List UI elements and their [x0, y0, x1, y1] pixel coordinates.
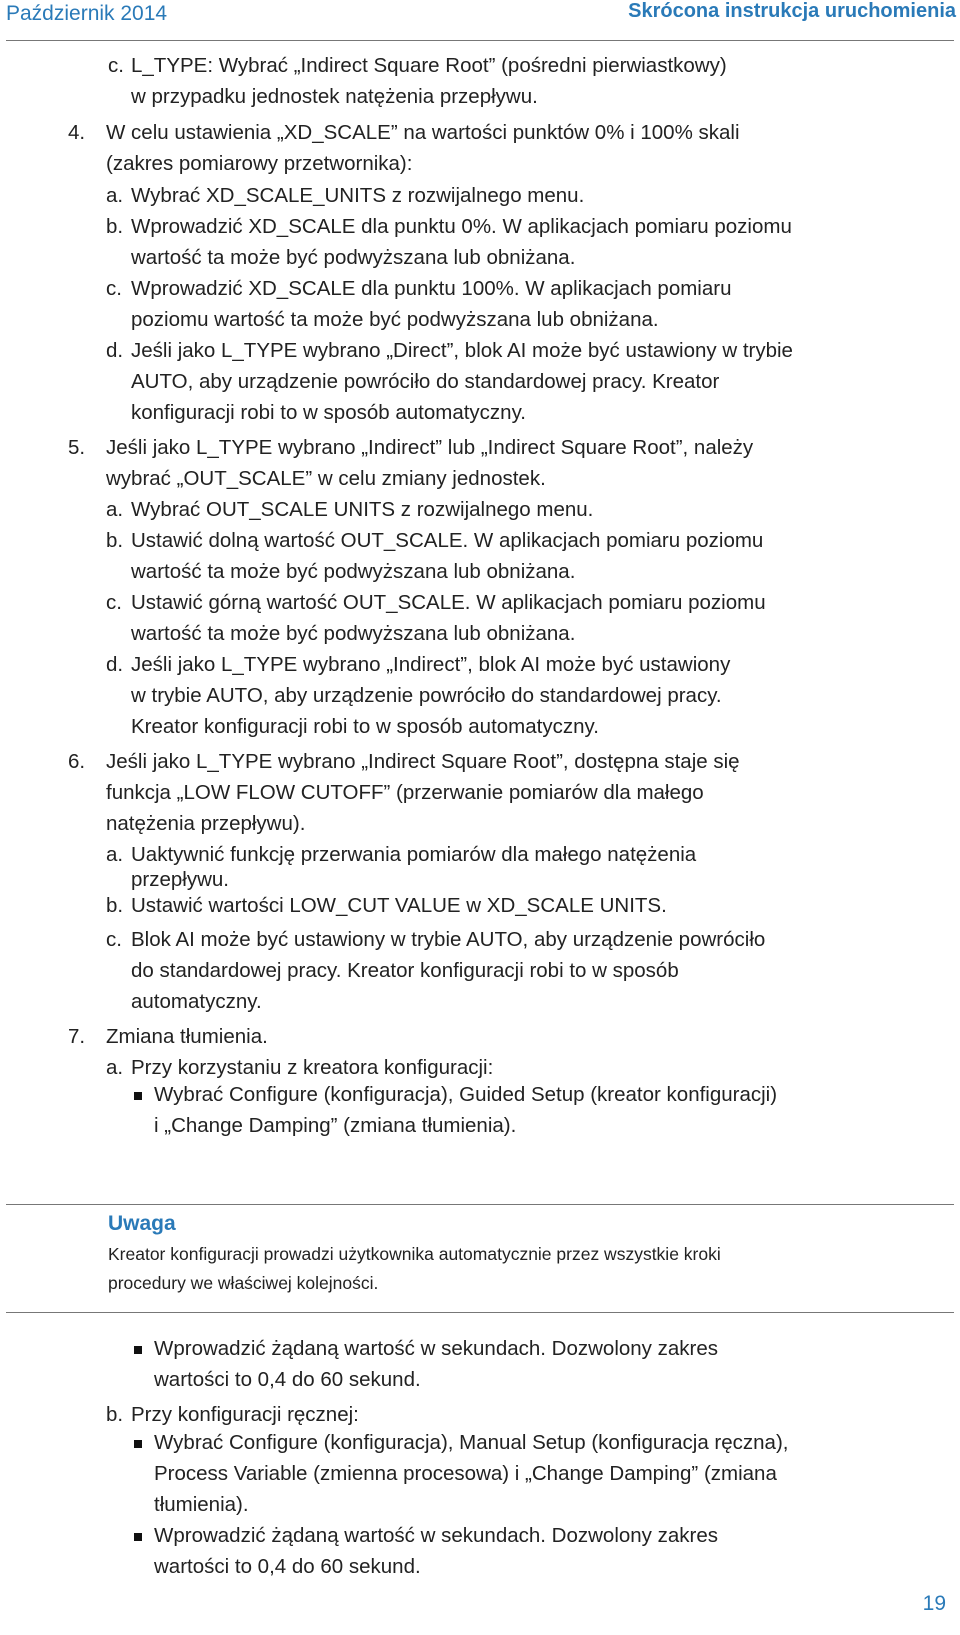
page-number: 19 — [922, 1592, 946, 1615]
bullet-icon — [134, 1440, 142, 1448]
line-text: W celu ustawienia „XD_SCALE” na wartości punktów 0% i 100% skali — [106, 121, 740, 144]
header-date: Październik 2014 — [6, 2, 168, 25]
line-text: Process Variable (zmienna procesowa) i „Change Damping” (zmiana — [154, 1462, 777, 1485]
note-bottom-divider — [6, 1312, 954, 1313]
line-text: Ustawić wartości LOW_CUT VALUE w XD_SCALE UNITS. — [131, 894, 667, 917]
line-text: konfiguracji robi to w sposób automatyczny. — [131, 401, 527, 424]
line-text: Wprowadzić żądaną wartość w sekundach. Dozwolony zakres — [154, 1337, 719, 1360]
line-text: Ustawić górną wartość OUT_SCALE. W aplikacjach pomiaru poziomu — [131, 591, 766, 614]
step-number: 7. — [68, 1025, 86, 1048]
note-top-divider — [6, 1204, 954, 1205]
line-text: Przy konfiguracji ręcznej: — [131, 1403, 359, 1426]
line-text: tłumienia). — [154, 1493, 249, 1516]
line-text: Wprowadzić XD_SCALE dla punktu 100%. W aplikacjach pomiaru — [131, 277, 732, 300]
line-text: Wybrać OUT_SCALE UNITS z rozwijalnego menu. — [131, 498, 594, 521]
line-text: Jeśli jako L_TYPE wybrano „Direct”, blok AI może być ustawiony w trybie — [131, 339, 793, 362]
line-text: Blok AI może być ustawiony w trybie AUTO, aby urządzenie powróciło — [131, 928, 766, 951]
line-text: przepływu. — [131, 868, 229, 891]
item-label: c. — [106, 928, 122, 951]
bullet-icon — [134, 1346, 142, 1354]
step-number: 4. — [68, 121, 86, 144]
line-text: Wybrać Configure (konfiguracja), Guided Setup (kreator konfiguracji) — [154, 1083, 778, 1106]
line-text: automatyczny. — [131, 990, 262, 1013]
note-text: Kreator konfiguracji prowadzi użytkownika automatycznie przez wszystkie kroki — [108, 1244, 721, 1264]
note-text: procedury we właściwej kolejności. — [108, 1273, 379, 1293]
item-label: d. — [106, 653, 124, 676]
item-label: a. — [106, 498, 124, 521]
item-label: c. — [108, 54, 124, 77]
item-label: a. — [106, 843, 124, 866]
line-text: AUTO, aby urządzenie powróciło do standardowej pracy. Kreator — [131, 370, 720, 393]
line-text: natężenia przepływu). — [106, 812, 306, 835]
line-text: funkcja „LOW FLOW CUTOFF” (przerwanie pomiarów dla małego — [106, 781, 704, 804]
line-text: wartości to 0,4 do 60 sekund. — [154, 1368, 421, 1391]
line-text: Wybrać XD_SCALE_UNITS z rozwijalnego menu. — [131, 184, 585, 207]
line-text: Jeśli jako L_TYPE wybrano „Indirect Square Root”, dostępna staje się — [106, 750, 740, 773]
item-label: b. — [106, 894, 124, 917]
line-text: Uaktywnić funkcję przerwania pomiarów dla małego natężenia — [131, 843, 697, 866]
item-label: b. — [106, 1403, 124, 1426]
item-label: a. — [106, 184, 124, 207]
item-label: c. — [106, 591, 122, 614]
line-text: Wprowadzić żądaną wartość w sekundach. Dozwolony zakres — [154, 1524, 719, 1547]
line-text: Ustawić dolną wartość OUT_SCALE. W aplikacjach pomiaru poziomu — [131, 529, 764, 552]
line-text: wartość ta może być podwyższana lub obniżana. — [131, 246, 576, 269]
line-text: Zmiana tłumienia. — [106, 1025, 268, 1048]
line-text: Kreator konfiguracji robi to w sposób automatyczny. — [131, 715, 599, 738]
line-text: L_TYPE: Wybrać „Indirect Square Root” (pośredni pierwiastkowy) — [131, 54, 727, 77]
line-text: Jeśli jako L_TYPE wybrano „Indirect”, blok AI może być ustawiony — [131, 653, 731, 676]
line-text: do standardowej pracy. Kreator konfiguracji robi to w sposób — [131, 959, 679, 982]
line-text: i „Change Damping” (zmiana tłumienia). — [154, 1114, 517, 1137]
item-label: b. — [106, 529, 124, 552]
bullet-icon — [134, 1533, 142, 1541]
bullet-icon — [134, 1092, 142, 1100]
line-text: Jeśli jako L_TYPE wybrano „Indirect” lub „Indirect Square Root”, należy — [106, 436, 754, 459]
step-number: 5. — [68, 436, 86, 459]
line-text: Wprowadzić XD_SCALE dla punktu 0%. W aplikacjach pomiaru poziomu — [131, 215, 792, 238]
line-text: wartość ta może być podwyższana lub obniżana. — [131, 560, 576, 583]
item-label: b. — [106, 215, 124, 238]
line-text: Wybrać Configure (konfiguracja), Manual Setup (konfiguracja ręczna), — [154, 1431, 789, 1454]
line-text: (zakres pomiarowy przetwornika): — [106, 152, 413, 175]
line-text: wartości to 0,4 do 60 sekund. — [154, 1555, 421, 1578]
item-label: a. — [106, 1056, 124, 1079]
line-text: Przy korzystaniu z kreatora konfiguracji: — [131, 1056, 494, 1079]
line-text: wybrać „OUT_SCALE” w celu zmiany jednostek. — [106, 467, 546, 490]
item-label: c. — [106, 277, 122, 300]
header-title: Skrócona instrukcja uruchomienia — [628, 0, 956, 22]
line-text: wartość ta może być podwyższana lub obniżana. — [131, 622, 576, 645]
header-divider — [6, 40, 954, 41]
line-text: poziomu wartość ta może być podwyższana lub obniżana. — [131, 308, 659, 331]
item-label: d. — [106, 339, 124, 362]
line-text: w przypadku jednostek natężenia przepływu. — [131, 85, 538, 108]
note-title: Uwaga — [108, 1212, 176, 1235]
step-number: 6. — [68, 750, 86, 773]
line-text: w trybie AUTO, aby urządzenie powróciło do standardowej pracy. — [131, 684, 722, 707]
